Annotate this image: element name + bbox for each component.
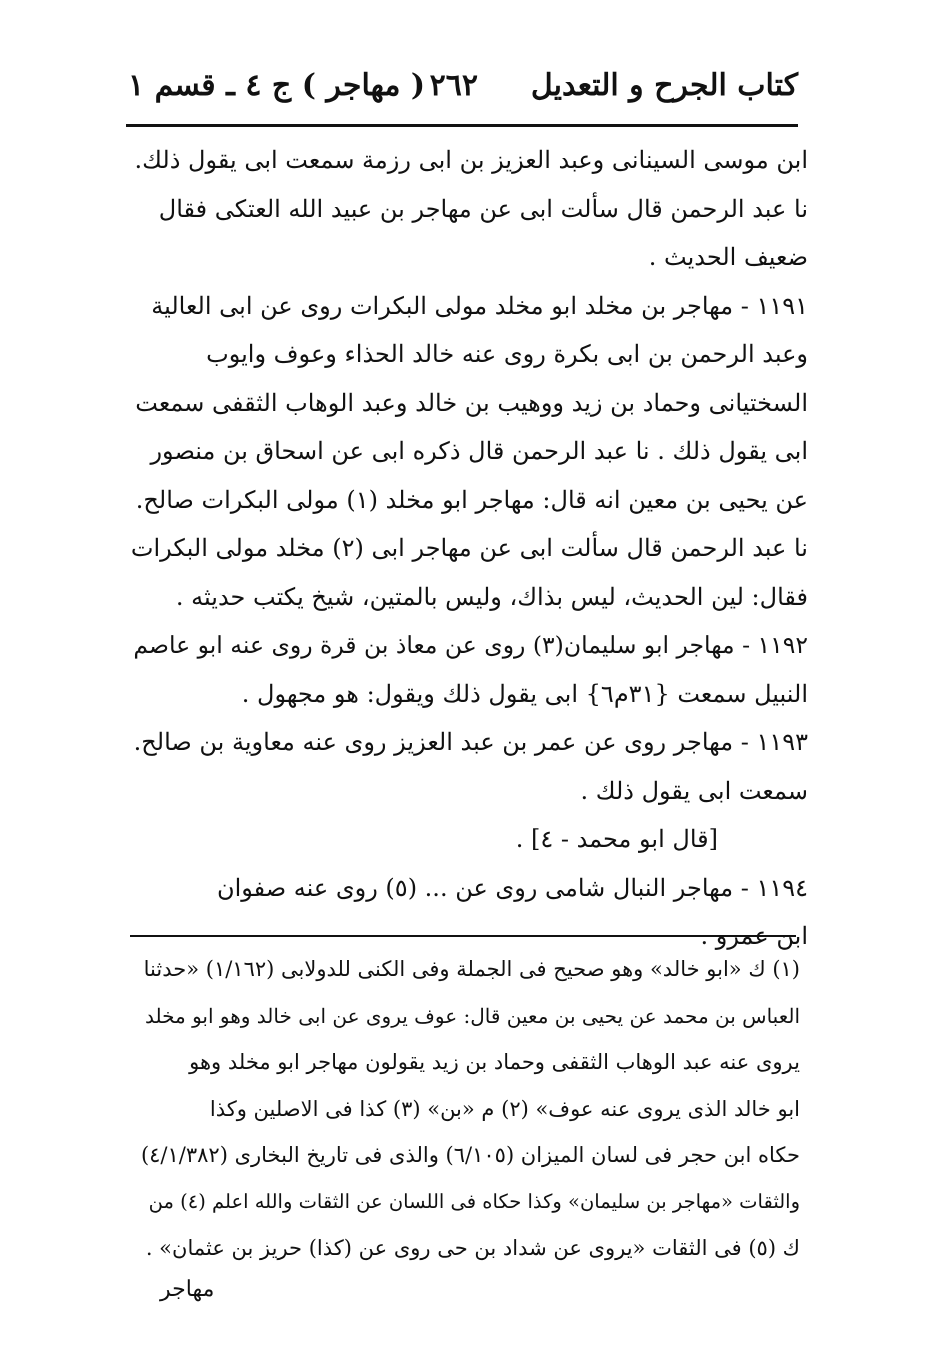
section-reference: ( مهاجر ) ج ٤ ـ قسم ١ xyxy=(128,68,426,103)
footnotes xyxy=(140,946,800,1272)
text-line: نا عبد الرحمن قال سألت ابى عن مهاجر ابى (٢) مخلد مولى البكرات xyxy=(130,534,808,562)
text-line: ابن موسى السينانى وعبد العزيز بن ابى رزمة سمعت ابى يقول ذلك. xyxy=(134,146,808,174)
footnote-line: يروى عنه عبد الوهاب الثقفى وحماد بن زيد يقولون مهاجر ابو مخلد وهو xyxy=(189,1050,800,1074)
editor-note-line: [قال ابو محمد - ٤] . xyxy=(515,825,718,853)
text-line: ضعيف الحديث . xyxy=(648,243,808,271)
footnote-line: حكاه ابن حجر فى لسان الميزان (٦/١٠٥) والذى فى تاريخ البخارى (٤/١/٣٨٢) xyxy=(140,1143,800,1167)
book-title: كتاب الجرح و التعديل xyxy=(530,68,798,103)
footnote-line: العباس بن محمد عن يحيى بن معين قال: عوف يروى عن ابى خالد وهو ابو مخلد xyxy=(145,1003,800,1028)
text-line: النبيل سمعت {٣١م٦} ابى يقول ذلك ويقول: هو مجهول . xyxy=(241,679,808,708)
text-line: ابى يقول ذلك . نا عبد الرحمن قال ذكره ابى عن اسحاق بن منصور xyxy=(150,437,808,465)
footnote-line: (١) ك «ابو خالد» وهو صحيح فى الجملة وفى الكنى للدولابى (١/١٦٢) «حدثنا xyxy=(143,957,800,981)
text-line: سمعت ابى يقول ذلك . xyxy=(580,776,808,805)
text-line: نا عبد الرحمن قال سألت ابى عن مهاجر بن عبيد الله العتكى فقال xyxy=(158,194,808,223)
text-line: فقال: لين الحديث، ليس بذاك، وليس بالمتين، شيخ يكتب حديثه . xyxy=(175,582,808,611)
catchword: مهاجر xyxy=(160,1277,215,1302)
text-line: وعبد الرحمن بن ابى بكرة روى عنه خالد الحذاء وعوف وايوب xyxy=(206,340,808,368)
main-text xyxy=(128,136,808,961)
footnote-line: ك (٥) فى الثقات «يروى عن شداد بن حى روى عن (كذا) حريز بن عثمان» . xyxy=(145,1236,800,1260)
header-rule xyxy=(126,124,798,127)
running-header xyxy=(128,68,798,118)
footnote-line: والثقات «مهاجر بن سليمان» وكذا حكاه فى اللسان عن الثقات والله اعلم (٤) من xyxy=(148,1189,800,1213)
entry-1193-line: ١١٩٣ - مهاجر روى عن عمر بن عبد العزيز روى عنه معاوية بن صالح. xyxy=(133,728,808,756)
text-line: السختيانى وحماد بن زيد ووهيب بن خالد وعبد الوهاب الثقفى سمعت xyxy=(135,388,808,417)
entry-1191-line: ١١٩١ - مهاجر بن مخلد ابو مخلد مولى البكرات روى عن ابى العالية xyxy=(151,291,808,320)
text-line: عن يحيى بن معين انه قال: مهاجر ابو مخلد (١) مولى البكرات صالح. xyxy=(135,485,808,514)
page-number: ٢٦٢ xyxy=(429,68,478,103)
footnote-rule xyxy=(130,935,796,937)
entry-1194-line: ١١٩٤ - مهاجر النبال شامى روى عن ... (٥) روى عنه صفوان xyxy=(216,873,808,902)
text-line: ابن عمرو . xyxy=(700,922,808,950)
entry-1192-line: ١١٩٢ - مهاجر ابو سليمان(٣) روى عن معاذ بن قرة روى عنه ابو عاصم xyxy=(133,631,808,659)
footnote-line: ابو خالد الذى يروى عنه عوف» (٢) م «بن» (٣) كذا فى الاصلين وكذا xyxy=(209,1096,800,1121)
